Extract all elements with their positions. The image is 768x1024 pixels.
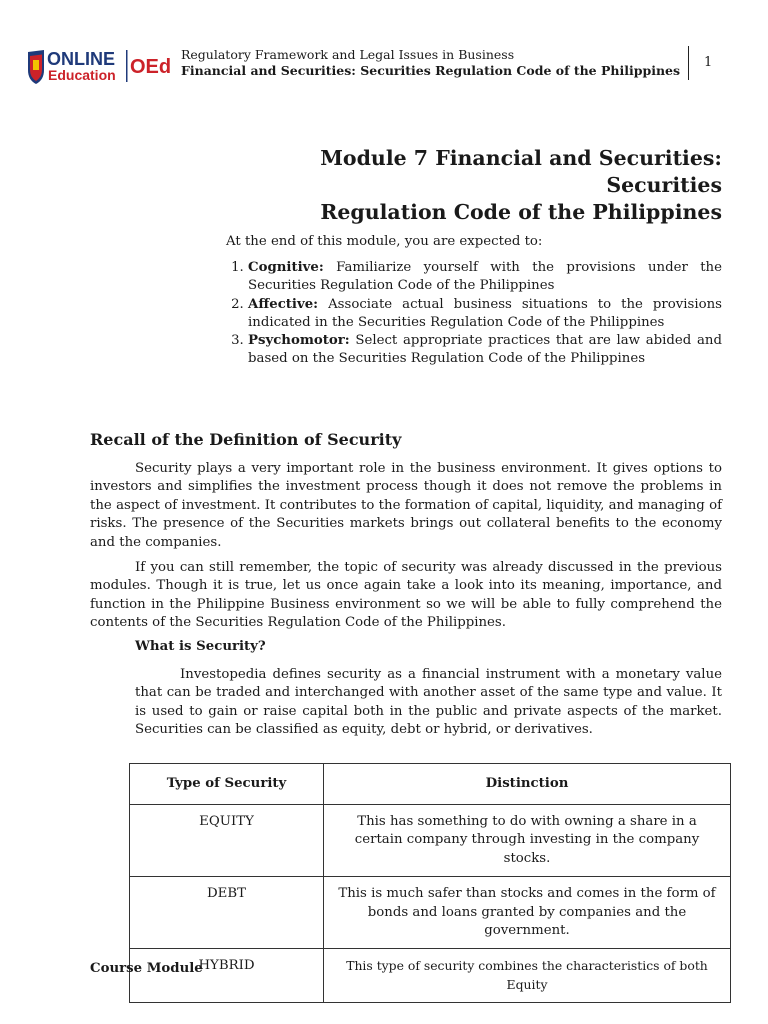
objective-item bbox=[248, 332, 722, 368]
objective-text: Select appropriate practices that are law abided and based on the Securities Regulation Code of the Philippines bbox=[248, 333, 722, 367]
distinction-cell: This type of security combines the characteristics of both Equity bbox=[324, 949, 731, 1003]
module-title bbox=[202, 145, 722, 226]
intro-paragraph bbox=[90, 460, 722, 552]
paragraph-text: If you can still remember, the topic of security was already discussed in the previous modules. Though it is true, let us once again take a look into its meaning, importance, and function in the Philippine Business environment so we will be able to fully comprehend the contents of the Securities Regulation Code of the Philippines. bbox=[90, 560, 722, 631]
recall-paragraph bbox=[90, 559, 722, 633]
distinction-cell: This is much safer than stocks and comes in the form of bonds and loans granted by companies and the government. bbox=[324, 877, 731, 949]
online-education-logo bbox=[24, 46, 174, 86]
learning-objectives bbox=[226, 233, 722, 368]
objective-item bbox=[248, 296, 722, 332]
objective-text: Associate actual business situations to the provisions indicated in the Securities Regulation Code of the Philippines bbox=[248, 296, 722, 330]
footer-course-module: Course Module bbox=[90, 961, 203, 976]
table-row bbox=[130, 877, 731, 949]
objective-label: Cognitive: bbox=[248, 260, 324, 276]
module-subtitle: Financial and Securities: Securities Regulation Code of the Philippines bbox=[181, 63, 681, 78]
table-row bbox=[130, 805, 731, 877]
paragraph-text: Security plays a very important role in the business environment. It gives options to investors and simplifies the investment process though it does not remove the problems in the aspect of investment. It contributes to the formation of capital, liquidity, and managing of risks. The presence of the Securities markets brings out collateral benefits to the economy and the companies. bbox=[90, 461, 722, 550]
distinction-cell: This has something to do with owning a share in a certain company through investing in the company stocks. bbox=[324, 805, 731, 877]
column-header-distinction: Distinction bbox=[324, 764, 731, 805]
objectives-intro: At the end of this module, you are expected to: bbox=[226, 234, 543, 249]
security-type-cell: DEBT bbox=[130, 877, 324, 949]
course-title: Regulatory Framework and Legal Issues in Business bbox=[181, 47, 515, 62]
page-number: 1 bbox=[704, 55, 713, 70]
objective-item bbox=[248, 259, 722, 295]
header-text bbox=[181, 47, 680, 79]
objective-label: Psychomotor: bbox=[248, 333, 350, 349]
module-title-line2: Regulation Code of the Philippines bbox=[320, 200, 722, 224]
logo-word-top: ONLINE bbox=[47, 49, 116, 69]
objectives-list bbox=[226, 259, 722, 368]
objective-text: Familiarize yourself with the provisions under the Securities Regulation Code of the Philippines bbox=[248, 260, 722, 294]
definition-paragraph: Investopedia defines security as a financial instrument with a monetary value that can be traded and interchanged with another asset of the same type and value. It is used to gain or raise capital both in the public and private aspects of the market. Securities can be classified as equity, debt or hybrid, or derivatives. bbox=[135, 667, 722, 738]
table-header-row bbox=[130, 764, 731, 805]
logo-abbrev: OEd bbox=[130, 56, 172, 78]
logo-word-bottom: Education bbox=[48, 67, 116, 83]
objective-label: Affective: bbox=[248, 296, 319, 312]
what-is-security-heading: What is Security? bbox=[135, 639, 266, 654]
security-types-table bbox=[129, 763, 731, 1003]
module-title-line1: Module 7 Financial and Securities: Securities bbox=[320, 146, 722, 197]
security-type-cell: HYBRID bbox=[130, 949, 324, 1003]
page-header bbox=[0, 0, 768, 100]
security-type-cell: EQUITY bbox=[130, 805, 324, 877]
column-header-type: Type of Security bbox=[130, 764, 324, 805]
header-divider bbox=[688, 46, 689, 80]
table-row bbox=[130, 949, 731, 1003]
section-heading: Recall of the Definition of Security bbox=[90, 430, 402, 449]
